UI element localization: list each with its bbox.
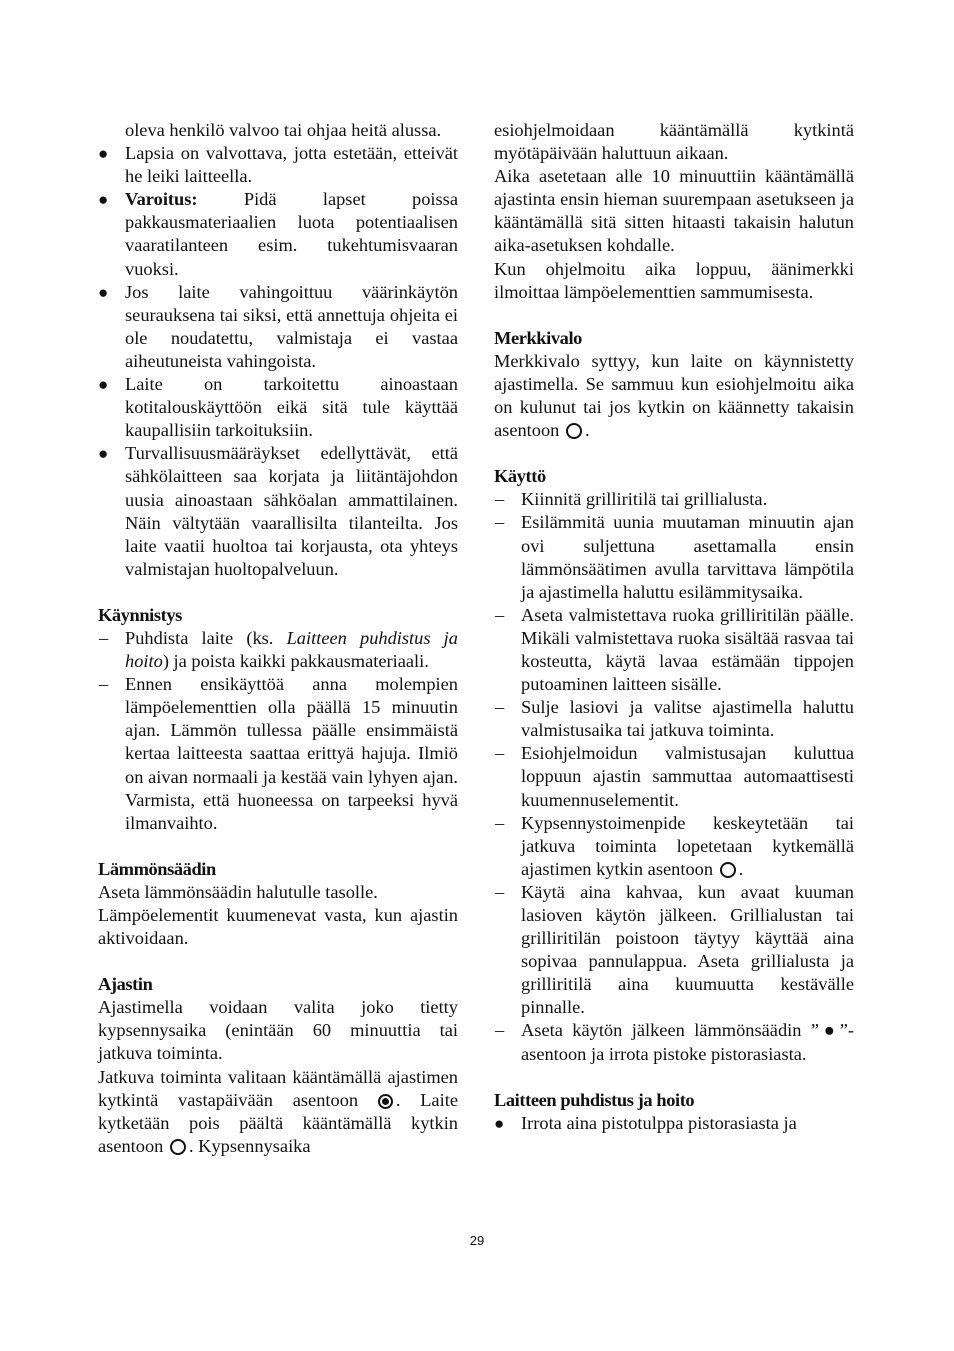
list-item (98, 627, 458, 673)
bullet-icon: ● (98, 444, 109, 464)
bullet-icon: ● (98, 282, 109, 302)
dash-icon: – (495, 881, 505, 902)
bullet-icon: ● (494, 1113, 505, 1133)
list-item-text: Irrota aina pistotulppa pistorasiasta ja (521, 1112, 797, 1133)
dash-icon: – (99, 627, 109, 648)
section-heading-kaytto: Käyttö (494, 466, 546, 487)
paragraph-text: . (584, 420, 590, 441)
list-item-text: Kypsennystoimenpide keskeytetään tai jatkuva toiminta lopetetaan kytkemällä ajastimen kytkin asentoon (521, 812, 854, 879)
paragraph-text: Jatkuva toiminta valitaan kääntämällä ajastimen kytkintä vastapäivään asentoon (98, 1066, 458, 1110)
list-item (494, 881, 854, 1020)
warning-label: Varoitus: (125, 189, 198, 210)
bullet-icon: ● (98, 144, 109, 164)
list-item-text: Aseta valmistettava ruoka grilliritilän päälle. Mikäli valmistettava ruoka sisältää rasvaa tai kosteutta, käytä lavaa estämään tippojen putoaminen laitteen sisälle. (521, 604, 854, 695)
list-item-text: Lapsia on valvottava, jotta estetään, etteivät he leiki laitteella. (125, 143, 458, 187)
bullet-icon: ● (98, 190, 109, 210)
paragraph (494, 350, 854, 442)
list-item (494, 696, 854, 742)
list-item (494, 488, 854, 511)
right-column (494, 119, 854, 1135)
off-position-icon (170, 1139, 186, 1155)
paragraph: Kun ohjelmoitu aika loppuu, äänimerkki ilmoittaa lämpöelementtien sammumisesta. (494, 258, 854, 302)
paragraph-text: Merkkivalo syttyy, kun laite on käynnistetty ajastimella. Se sammuu kun esiohjelmoitu aika on kulunut tai jos kytkin on käännetty takaisin asentoon (494, 350, 854, 441)
section-heading-kaynnistys: Käynnistys (98, 604, 182, 625)
list-item (98, 188, 458, 280)
list-item (494, 742, 854, 811)
list-item (98, 373, 458, 442)
dash-icon: – (495, 697, 505, 718)
left-column (98, 119, 458, 1158)
dash-icon: – (495, 812, 505, 833)
intro-continuation (98, 119, 458, 142)
list-item-text: Aseta käytön jälkeen lämmönsäädin ”●”-asentoon ja irrota pistoke pistorasiasta. (521, 1020, 854, 1064)
paragraph (98, 1066, 458, 1158)
list-item-text: Esiohjelmoidun valmistusajan kuluttua loppuun ajastin sammuttaa automaattisesti kuumennuselementit. (521, 743, 854, 810)
list-item-text: Ennen ensikäyttöä anna molempien lämpöelementtien olla päällä 15 minuutin ajan. Lämmön tullessa päälle ensimmäistä kertaa laitteesta saattaa erittyä hajuja. Ilmiö on aivan normaali ja kestää vain lyhyen ajan. Varmista, että huoneessa on tarpeeksi hyvä ilmanvaihto. (125, 674, 458, 833)
paragraph: Lämpöelementit kuumenevat vasta, kun ajastin aktivoidaan. (98, 905, 458, 949)
list-item (98, 281, 458, 373)
continuous-position-icon (378, 1094, 393, 1109)
list-item-text: Puhdista laite (ks. (125, 627, 287, 648)
paragraph: Aseta lämmönsäädin halutulle tasolle. (98, 881, 378, 902)
list-item-text: Esilämmitä uunia muutaman minuutin ajan ovi suljettuna asettamalla ensin lämmönsäätimen avulla tarvittava lämpötila ja ajastimella haluttu esilämmitysaika. (521, 512, 854, 602)
intro-text: oleva henkilö valvoo tai ohjaa heitä alussa. (125, 120, 442, 140)
dash-icon: – (495, 512, 505, 533)
list-item-text: Käytä aina kahvaa, kun avaat kuuman lasioven käytön jälkeen. Grillialustan tai grilliritilän poistoon täytyy käyttää aina sopivaa pannulappua. Aseta grillialusta ja grilliritilä aina kuumuutta kestävälle pinnalle. (521, 881, 854, 1018)
section-heading-merkkivalo: Merkkivalo (494, 327, 582, 348)
off-position-icon (720, 862, 736, 878)
list-item (494, 1112, 854, 1135)
list-item-text: Laite on tarkoitettu ainoastaan kotitalouskäyttöön eikä sitä tule käyttää kaupallisiin tarkoituksiin. (125, 374, 458, 441)
paragraph: Aika asetetaan alle 10 minuuttiin kääntämällä ajastinta ensin hieman suurempaan asetukseen ja kääntämällä sitä sitten hitaasti takaisin halutun aika-asetuksen kohdalle. (494, 166, 854, 256)
off-position-icon (566, 423, 582, 439)
dash-icon: – (495, 1020, 505, 1041)
list-item (494, 812, 854, 881)
paragraph: esiohjelmoidaan kääntämällä kytkintä myötäpäivään haluttuun aikaan. (494, 120, 854, 164)
list-item (494, 604, 854, 696)
list-item (494, 511, 854, 603)
list-item (494, 1019, 854, 1065)
list-item-text: Pidä lapset poissa pakkausmateriaalien luota potentiaalisen vaaratilanteen esim. tukehtumisvaaran vuoksi. (125, 189, 458, 279)
paragraph-text: . Kypsennysaika (188, 1135, 311, 1156)
list-item-text: . (738, 858, 744, 879)
list-item (98, 142, 458, 188)
page-number: 29 (469, 1233, 485, 1248)
cross-reference: Laitteen puhdistus ja hoito (125, 627, 458, 672)
list-item-text: Turvallisuusmääräykset edellyttävät, että sähkölaitteen saa korjata ja liitäntäjohdon uusia ainoastaan sähköalan ammattilainen. Näin vältytään vaarallisilta tilanteilta. Jos laite vaatii huoltoa tai korjausta, ota yhteys valmistajan huoltopalveluun. (125, 443, 458, 579)
list-item (98, 442, 458, 581)
dash-icon: – (495, 743, 505, 764)
section-heading-puhdistus: Laitteen puhdistus ja hoito (494, 1089, 695, 1110)
bullet-icon: ● (98, 375, 109, 395)
dash-icon: – (99, 674, 109, 695)
list-item-text: Kiinnitä grilliritilä tai grillialusta. (521, 489, 768, 510)
dash-icon: – (495, 604, 505, 625)
section-heading-ajastin: Ajastin (98, 974, 153, 995)
list-item-text: Sulje lasiovi ja valitse ajastimella haluttu valmistusaika tai jatkuva toiminta. (521, 697, 854, 741)
paragraph-text: . Laite kytketään pois päältä kääntämällä kytkin asentoon (98, 1089, 458, 1156)
list-item (98, 673, 458, 835)
dash-icon: – (495, 489, 505, 510)
section-heading-lammonsaadin: Lämmönsäädin (98, 858, 216, 879)
list-item-text: ) ja poista kaikki pakkausmateriaali. (162, 651, 429, 672)
list-item-text: Jos laite vahingoittuu väärinkäytön seurauksena tai siksi, että annettuja ohjeita ei ole noudatettu, valmistaja ei vastaa aiheutuneista vahingoista. (125, 281, 458, 371)
paragraph: Ajastimella voidaan valita joko tietty kypsennysaika (enintään 60 minuuttia tai jatkuva toiminta. (98, 997, 458, 1064)
